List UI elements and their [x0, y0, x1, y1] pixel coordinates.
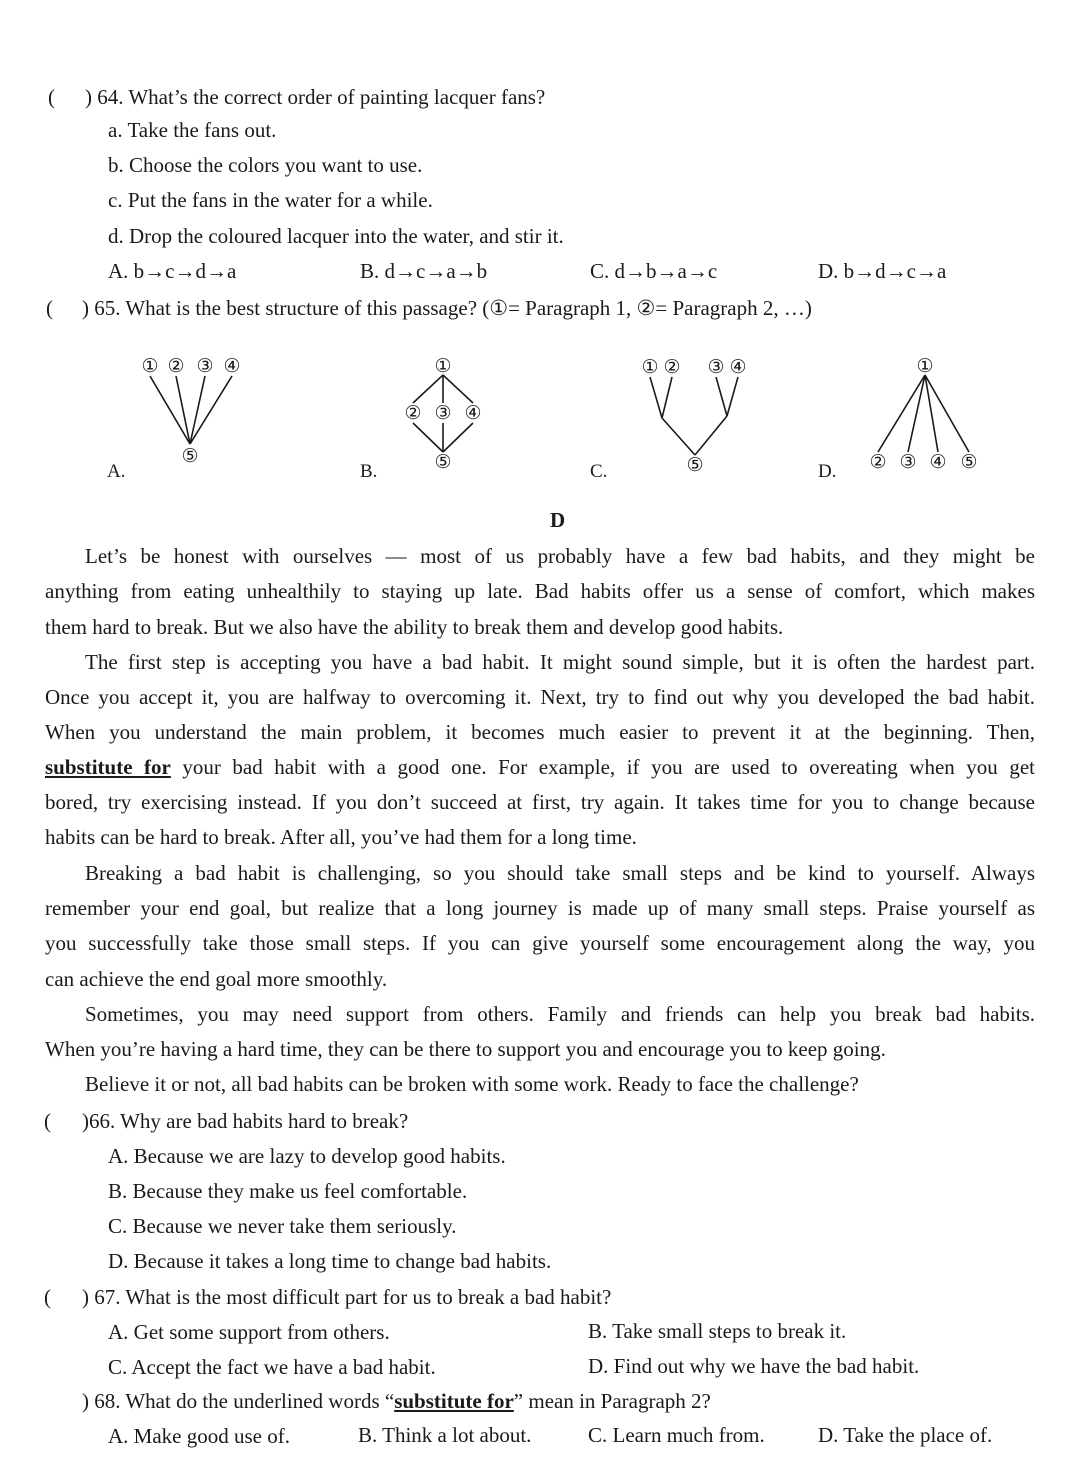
- diagram-c: [590, 357, 747, 482]
- svg-text:④: ④: [929, 452, 947, 473]
- q68-option-c: C. Learn much from.: [588, 1423, 765, 1447]
- q64-option-b: B. d→c→a→b: [360, 259, 488, 283]
- passage-line: Believe it or not, all bad habits can be broken with some work. Ready to face the challenge?: [85, 1072, 859, 1096]
- node-5: ⑤: [181, 446, 199, 467]
- passage-line: anything from eating unhealthily to staying up late. Bad habits offer us a sense of comfort, which makes: [45, 579, 1035, 603]
- svg-text:③: ③: [899, 452, 917, 473]
- option-label-b: B.: [360, 461, 378, 482]
- q66-option-b: B. Because they make us feel comfortable.: [108, 1179, 468, 1203]
- svg-text:④: ④: [464, 403, 482, 424]
- option-label-c: C.: [590, 461, 608, 482]
- passage-line: Let’s be honest with ourselves — most of us probably have a few bad habits, and they might be: [85, 544, 1035, 568]
- stem-text: ) 68. What do the underlined words “: [82, 1389, 395, 1413]
- diagram-d: [818, 356, 978, 482]
- passage-line: The first step is accepting you have a bad habit. It might sound simple, but it is often the hardest part.: [85, 650, 1035, 674]
- q64-option-a: A. b→c→d→a: [108, 259, 237, 283]
- passage-line: Once you accept it, you are halfway to overcoming it. Next, try to find out why you developed the bad habit.: [45, 685, 1035, 709]
- svg-text:③: ③: [434, 403, 452, 424]
- svg-text:①: ①: [641, 357, 659, 378]
- question-66-stem: )66. Why are bad habits hard to break?: [82, 1109, 409, 1133]
- question-64-stem: ) 64. What’s the correct order of painting lacquer fans?: [85, 85, 546, 109]
- passage-line: remember your end goal, but realize that a long journey is made up of many small steps. Praise yourself as: [45, 896, 1035, 920]
- section-title: D: [550, 508, 566, 532]
- passage-line: When you’re having a hard time, they can be there to support you and encourage you to keep going.: [45, 1037, 886, 1061]
- svg-text:②: ②: [404, 403, 422, 424]
- q67-option-a: A. Get some support from others.: [108, 1320, 390, 1344]
- passage-line: habits can be hard to break. After all, you’ve had them for a long time.: [45, 825, 637, 849]
- q68-option-a: A. Make good use of.: [108, 1424, 290, 1448]
- q64-step: c. Put the fans in the water for a while.: [108, 188, 433, 212]
- passage-line: them hard to break. But we also have the ability to break them and develop good habits.: [45, 615, 784, 639]
- svg-text:②: ②: [869, 452, 887, 473]
- q66-option-a: A. Because we are lazy to develop good habits.: [108, 1144, 506, 1168]
- q64-step: b. Choose the colors you want to use.: [108, 153, 423, 177]
- node-3: ③: [196, 356, 214, 377]
- question-67-stem: ) 67. What is the most difficult part for us to break a bad habit?: [82, 1285, 612, 1309]
- passage-text: your bad habit with a good one. For example, if you are used to overeating when you get: [170, 755, 1035, 779]
- structure-diagrams: [0, 340, 1080, 490]
- q68-option-d: D. Take the place of.: [818, 1423, 993, 1447]
- q67-option-c: C. Accept the fact we have a bad habit.: [108, 1355, 436, 1379]
- stem-text: ” mean in Paragraph 2?: [513, 1389, 711, 1413]
- svg-text:③: ③: [707, 357, 725, 378]
- q68-option-b: B. Think a lot about.: [358, 1423, 532, 1447]
- question-68-stem: [82, 1389, 711, 1413]
- answer-paren: (: [44, 1109, 51, 1133]
- svg-text:①: ①: [434, 356, 452, 377]
- question-65-stem: ) 65. What is the best structure of this passage? (①= Paragraph 1, ②= Paragraph 2, …): [82, 296, 812, 320]
- svg-text:⑤: ⑤: [686, 455, 704, 476]
- passage-line: you successfully take those small steps. If you can give yourself some encouragement along the way, you: [45, 931, 1035, 955]
- answer-paren: (: [46, 296, 53, 320]
- diagram-b: [360, 356, 482, 482]
- svg-text:①: ①: [916, 356, 934, 377]
- passage-line: Breaking a bad habit is challenging, so you should take small steps and be kind to yourself. Always: [85, 861, 1035, 885]
- passage-line: When you understand the main problem, it becomes much easier to prevent it at the beginning. Then,: [45, 720, 1035, 744]
- node-2: ②: [167, 356, 185, 377]
- node-4: ④: [223, 356, 241, 377]
- underlined-phrase: substitute for: [394, 1389, 514, 1413]
- underlined-phrase: substitute for: [45, 755, 171, 779]
- q67-option-b: B. Take small steps to break it.: [588, 1319, 847, 1343]
- q67-option-d: D. Find out why we have the bad habit.: [588, 1354, 920, 1378]
- svg-text:②: ②: [663, 357, 681, 378]
- svg-text:⑤: ⑤: [960, 452, 978, 473]
- svg-text:④: ④: [729, 357, 747, 378]
- node-1: ①: [141, 356, 159, 377]
- answer-paren: (: [44, 1285, 51, 1309]
- passage-line: bored, try exercising instead. If you don’t succeed at first, try again. It takes time for you to change because: [45, 790, 1035, 814]
- answer-paren: (: [48, 85, 55, 109]
- q66-option-d: D. Because it takes a long time to change bad habits.: [108, 1249, 552, 1273]
- passage-line: can achieve the end goal more smoothly.: [45, 967, 388, 991]
- q64-step: a. Take the fans out.: [108, 118, 277, 142]
- diagram-a: [107, 356, 241, 482]
- option-label-a: A.: [107, 461, 126, 482]
- svg-text:⑤: ⑤: [434, 452, 452, 473]
- q66-option-c: C. Because we never take them seriously.: [108, 1214, 457, 1238]
- passage-line: [45, 755, 1035, 779]
- q64-option-d: D. b→d→c→a: [818, 259, 947, 283]
- q64-option-c: C. d→b→a→c: [590, 259, 718, 283]
- q64-step: d. Drop the coloured lacquer into the water, and stir it.: [108, 224, 564, 248]
- option-label-d: D.: [818, 461, 837, 482]
- passage-line: Sometimes, you may need support from others. Family and friends can help you break bad habits.: [85, 1002, 1035, 1026]
